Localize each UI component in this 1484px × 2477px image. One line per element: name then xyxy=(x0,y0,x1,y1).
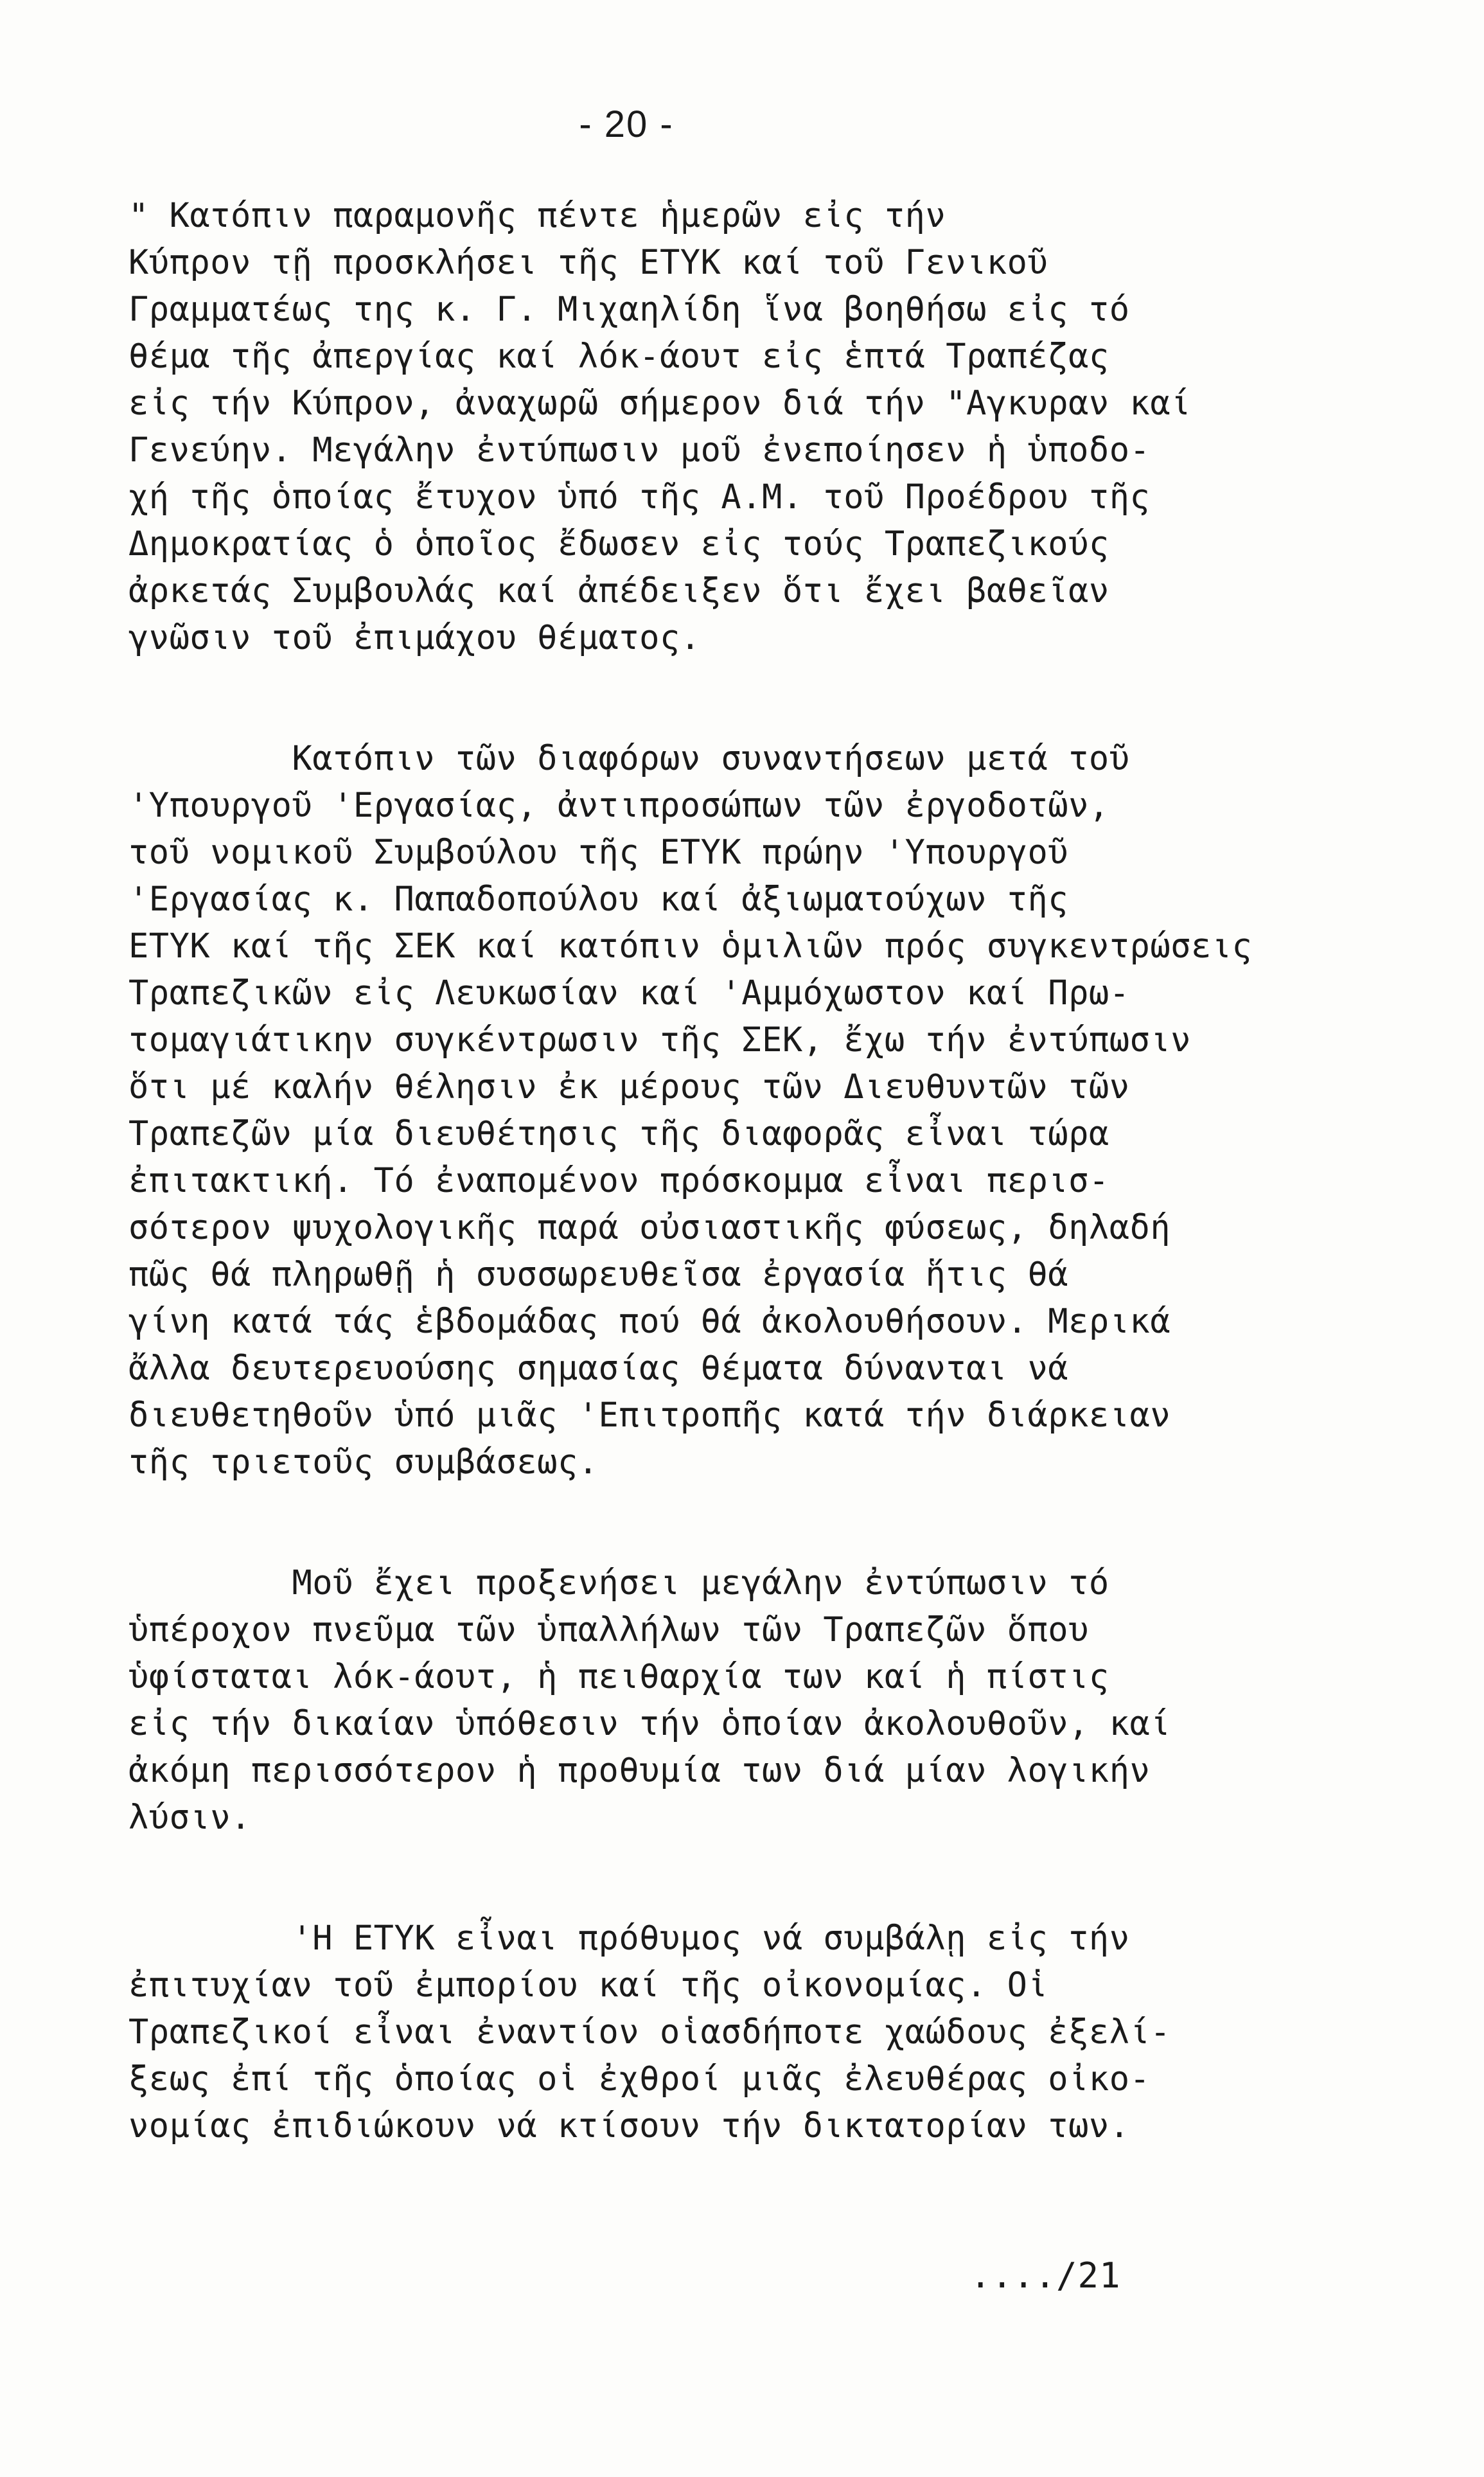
text-line: Δημοκρατίας ὁ ὁποῖος ἔδωσεν εἰς τούς Τραπεζικούς xyxy=(128,525,1109,564)
page-number: - 20 - xyxy=(579,103,674,145)
text-line: ξεως ἐπί τῆς ὁποίας οἱ ἐχθροί μιᾶς ἐλευθέρας οἰκο- xyxy=(128,2060,1151,2099)
text-line: Τραπεζῶν μία διευθέτησις τῆς διαφορᾶς εἶναι τώρα xyxy=(128,1115,1109,1153)
text-line: ΕΤΥΚ καί τῆς ΣΕΚ καί κατόπιν ὁμιλιῶν πρός συγκεντρώσεις xyxy=(128,927,1253,966)
text-line: ἐπιτακτική. Τό ἐναπομένον πρόσκομμα εἶναι περισ- xyxy=(128,1162,1109,1200)
text-line: τῆς τριετοῦς συμβάσεως. xyxy=(128,1443,599,1482)
text-line: γνῶσιν τοῦ ἐπιμάχου θέματος. xyxy=(128,619,701,657)
text-line: Μοῦ ἔχει προξενήσει μεγάλην ἐντύπωσιν τό xyxy=(128,1564,1109,1603)
text-line: Γραμματέως της κ. Γ. Μιχαηλίδη ἵνα βοηθήσω εἰς τό xyxy=(128,290,1130,329)
text-line: ὑπέροχον πνεῦμα τῶν ὑπαλλήλων τῶν Τραπεζῶν ὅπου xyxy=(128,1611,1089,1649)
text-line: διευθετηθοῦν ὑπό μιᾶς 'Επιτροπῆς κατά τήν διάρκειαν xyxy=(128,1396,1171,1435)
text-line: νομίας ἐπιδιώκουν νά κτίσουν τήν δικτατορίαν των. xyxy=(128,2107,1130,2145)
text-line: γίνη κατά τάς ἑβδομάδας πού θά ἀκολουθήσουν. Μερικά xyxy=(128,1302,1171,1341)
text-line: Γενεύην. Μεγάλην ἐντύπωσιν μοῦ ἐνεποίησεν ἡ ὑποδο- xyxy=(128,431,1151,470)
text-line: Τραπεζικοί εἶναι ἐναντίον οἱασδήποτε χαώδους ἐξελί- xyxy=(128,2013,1171,2052)
text-line: ἄλλα δευτερευούσης σημασίας θέματα δύνανται νά xyxy=(128,1349,1069,1388)
text-line: Κατόπιν τῶν διαφόρων συναντήσεων μετά τοῦ xyxy=(128,740,1130,778)
text-line: σότερον ψυχολογικῆς παρά οὐσιαστικῆς φύσεως, δηλαδή xyxy=(128,1209,1171,1247)
paragraph xyxy=(128,736,1349,1486)
text-line: " Κατόπιν παραμονῆς πέντε ἡμερῶν εἰς τήν xyxy=(128,197,946,235)
text-line: τομαγιάτικην συγκέντρωσιν τῆς ΣΕΚ, ἔχω τήν ἐντύπωσιν xyxy=(128,1021,1191,1060)
text-line: ἐπιτυχίαν τοῦ ἐμπορίου καί τῆς οἰκονομίας. Οἱ xyxy=(128,1966,1048,2005)
paragraph xyxy=(128,193,1349,662)
text-line: ἀρκετάς Συμβουλάς καί ἀπέδειξεν ὅτι ἔχει βαθεῖαν xyxy=(128,572,1109,610)
text-line: λύσιν. xyxy=(128,1798,251,1837)
text-line: ὑφίσταται λόκ-άουτ, ἡ πειθαρχία των καί ἡ πίστις xyxy=(128,1658,1109,1696)
text-line: ἀκόμη περισσότερον ἡ προθυμία των διά μίαν λογικήν xyxy=(128,1752,1151,1790)
body-text xyxy=(128,193,1349,2224)
continuation-marker: ..../21 xyxy=(970,2255,1121,2296)
text-line: 'Υπουργοῦ 'Εργασίας, ἀντιπροσώπων τῶν ἐργοδοτῶν, xyxy=(128,786,1109,825)
text-line: πῶς θά πληρωθῇ ἡ συσσωρευθεῖσα ἐργασία ἥτις θά xyxy=(128,1256,1069,1294)
paragraph xyxy=(128,1560,1349,1842)
text-line: Κύπρον τῇ προσκλήσει τῆς ΕΤΥΚ καί τοῦ Γενικοῦ xyxy=(128,244,1048,282)
text-line: εἰς τήν δικαίαν ὑπόθεσιν τήν ὁποίαν ἀκολουθοῦν, καί xyxy=(128,1705,1171,1743)
text-line: τοῦ νομικοῦ Συμβούλου τῆς ΕΤΥΚ πρώην 'Υπουργοῦ xyxy=(128,833,1069,872)
paragraph xyxy=(128,1915,1349,2150)
text-line: εἰς τήν Κύπρον, ἀναχωρῶ σήμερον διά τήν "Αγκυραν καί xyxy=(128,384,1191,423)
text-line: ὅτι μέ καλήν θέλησιν ἐκ μέρους τῶν Διευθυντῶν τῶν xyxy=(128,1068,1130,1106)
text-line: θέμα τῆς ἀπεργίας καί λόκ-άουτ εἰς ἑπτά Τραπέζας xyxy=(128,337,1109,376)
text-line: Τραπεζικῶν εἰς Λευκωσίαν καί 'Αμμόχωστον καί Πρω- xyxy=(128,974,1130,1013)
text-line: 'Η ΕΤΥΚ εἶναι πρόθυμος νά συμβάλῃ εἰς τήν xyxy=(128,1919,1130,1958)
text-line: χή τῆς ὁποίας ἔτυχον ὑπό τῆς Α.Μ. τοῦ Προέδρου τῆς xyxy=(128,478,1151,517)
text-line: 'Εργασίας κ. Παπαδοπούλου καί ἀξιωματούχων τῆς xyxy=(128,880,1069,919)
